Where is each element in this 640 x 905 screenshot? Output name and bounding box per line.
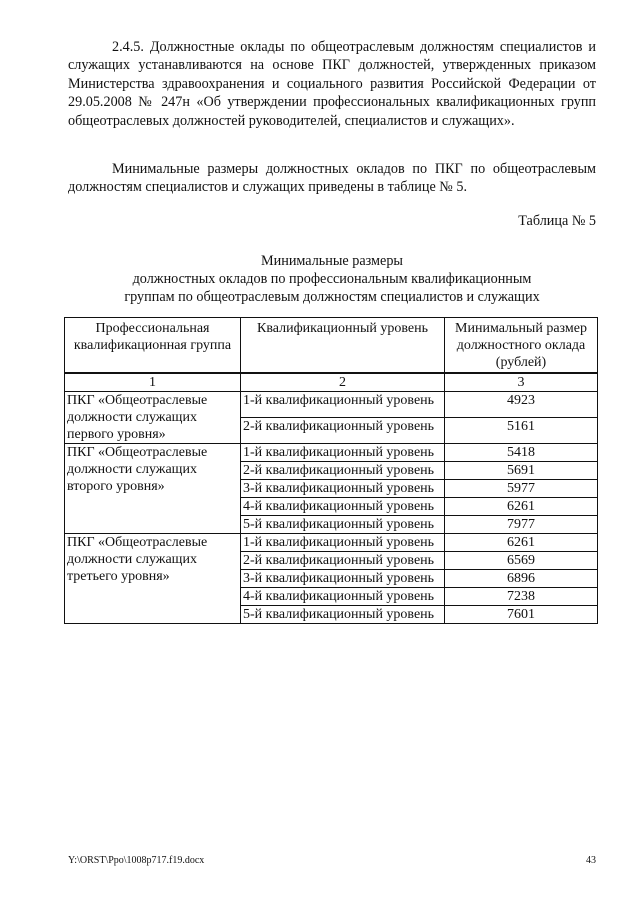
footer-page-number: 43 xyxy=(586,855,596,866)
level-cell: 2-й квалификационный уровень xyxy=(241,418,445,444)
level-cell: 4-й квалификационный уровень xyxy=(241,498,445,516)
level-cell: 2-й квалификационный уровень xyxy=(241,552,445,570)
level-cell: 5-й квалификационный уровень xyxy=(241,516,445,534)
level-cell: 1-й квалификационный уровень xyxy=(241,534,445,552)
salary-cell: 5161 xyxy=(445,418,598,444)
footer-file-path: Y:\ORST\Ppo\1008p717.f19.docx xyxy=(68,855,205,866)
table-row xyxy=(65,392,598,418)
level-cell: 4-й квалификационный уровень xyxy=(241,588,445,606)
level-cell: 3-й квалификационный уровень xyxy=(241,570,445,588)
table-number: Таблица № 5 xyxy=(518,213,596,229)
level-cell: 1-й квалификационный уровень xyxy=(241,444,445,462)
salary-cell: 5418 xyxy=(445,444,598,462)
header-group: Профессиональная квалификационная группа xyxy=(65,318,241,374)
salary-cell: 6569 xyxy=(445,552,598,570)
salary-cell: 5691 xyxy=(445,462,598,480)
level-cell: 1-й квалификационный уровень xyxy=(241,392,445,418)
table-title-line-3: группам по общеотраслевым должностям специалистов и служащих xyxy=(124,289,540,305)
table-title-line-1: Минимальные размеры xyxy=(261,253,403,269)
column-number-row xyxy=(65,373,598,392)
level-cell: 2-й квалификационный уровень xyxy=(241,462,445,480)
group-name: ПКГ «Общеотраслевые должности служащих второго уровня» xyxy=(65,444,241,534)
salary-cell: 7601 xyxy=(445,606,598,624)
group-name: ПКГ «Общеотраслевые должности служащих третьего уровня» xyxy=(65,534,241,624)
level-cell: 3-й квалификационный уровень xyxy=(241,480,445,498)
column-number: 2 xyxy=(241,373,445,392)
salary-cell: 7238 xyxy=(445,588,598,606)
column-number: 1 xyxy=(65,373,241,392)
column-number: 3 xyxy=(445,373,598,392)
table-header-row xyxy=(65,318,598,374)
salary-table xyxy=(64,317,598,624)
salary-cell: 6261 xyxy=(445,534,598,552)
header-salary: Минимальный размер должностного оклада (рублей) xyxy=(445,318,598,374)
salary-cell: 6261 xyxy=(445,498,598,516)
table-title-line-2: должностных окладов по профессиональным квалификационным xyxy=(132,271,532,287)
table-row xyxy=(65,444,598,462)
salary-cell: 4923 xyxy=(445,392,598,418)
table-row xyxy=(65,534,598,552)
header-level: Квалификационный уровень xyxy=(241,318,445,374)
salary-cell: 7977 xyxy=(445,516,598,534)
paragraph-table-intro: Минимальные размеры должностных окладов по ПКГ по общеотраслевым должностям специалистов и служащих приведены в таблице № 5. xyxy=(68,161,596,196)
paragraph-2-4-5: 2.4.5. Должностные оклады по общеотраслевым должностям специалистов и служащих устанавливаются на основе ПКГ должностей, утвержденных приказом Министерства здравоохранения и социального развития Российской Федерации от 29.05.2008 № 247н «Об утверждении профессиональных квалификационных групп общеотраслевых должностей руководителей, специалистов и служащих». xyxy=(68,39,596,129)
salary-cell: 6896 xyxy=(445,570,598,588)
level-cell: 5-й квалификационный уровень xyxy=(241,606,445,624)
group-name: ПКГ «Общеотраслевые должности служащих первого уровня» xyxy=(65,392,241,444)
salary-cell: 5977 xyxy=(445,480,598,498)
